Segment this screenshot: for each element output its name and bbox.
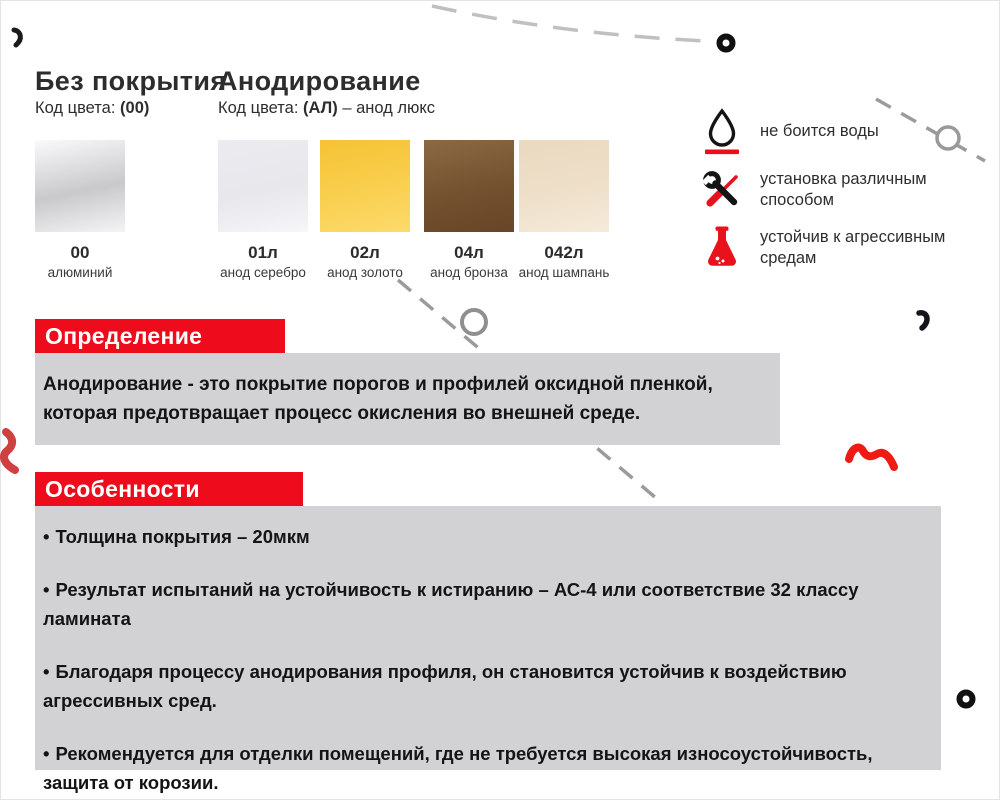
swatch-code: 02л [350,243,380,262]
bullet-item [43,739,919,797]
feature-water [700,106,975,156]
swatch-name: анод шампань [518,265,610,280]
no-coating-code-line [35,99,149,118]
bullet-text: Рекомендуется для отделки помещений, где не требуется высокая износоустойчивость, защита от корозии. [43,743,873,793]
definition-body-panel [35,353,780,445]
swatch-code: 01л [248,243,278,262]
feature-list [700,106,975,272]
code-value: (АЛ) [303,99,338,117]
features-section-header [35,472,303,506]
section-title: Определение [45,322,203,349]
color-chip-aluminium [35,140,125,232]
feature-resistant [700,224,975,272]
anodizing-title: Анодирование [218,66,421,96]
swatch-code: 04л [454,243,484,262]
bullet-marker: • [43,579,50,600]
code-label: Код цвета: [218,99,299,117]
no-coating-title: Без покрытия [35,66,227,96]
flask-icon [700,224,744,272]
swatch-name: анод золото [327,265,403,280]
bullet-marker: • [43,743,50,764]
bullet-item [43,575,919,633]
bullet-item [43,522,919,551]
swatch-code: 00 [70,243,90,262]
bullet-text: Результат испытаний на устойчивость к истиранию – АС-4 или соответствие 32 классу ламината [43,579,859,629]
section-title: Особенности [45,475,200,502]
water-drop-icon [700,106,744,156]
swatch-anod-bronze [417,140,521,280]
definition-section-header [35,319,285,353]
swatch-name: анод серебро [220,265,306,280]
swatch-anod-gold [313,140,417,280]
swatch-name: анод бронза [430,265,508,280]
feature-text: установка различным способом [760,170,927,209]
bullet-marker: • [43,661,50,682]
feature-install [700,169,975,211]
swatch-anod-silver [211,140,315,280]
bullet-text: Благодаря процессу анодирования профиля, он становится устойчив к воздействию агрессивных сред. [43,661,847,711]
code-suffix: – анод люкс [342,99,436,117]
code-label: Код цвета: [35,99,116,117]
bullet-item [43,657,919,715]
anodizing-code-line [218,99,435,118]
features-body-panel [35,506,941,793]
color-chip-anod-gold [320,140,410,232]
swatch-code: 042л [544,243,584,262]
bullet-text: Толщина покрытия – 20мкм [55,526,310,547]
bullet-marker: • [43,526,50,547]
swatch-name: алюминий [47,265,113,280]
swatch-anod-champagne [512,140,616,280]
color-chip-anod-champagne [519,140,609,232]
color-chip-anod-silver [218,140,308,232]
color-chip-anod-bronze [424,140,514,232]
tools-icon [700,169,744,211]
definition-text: Анодирование - это покрытие порогов и профилей оксидной пленкой, которая предотвращает процесс окисления во внешней среде. [43,374,713,424]
feature-text: устойчив к агрессивным средам [760,228,946,267]
feature-text: не боится воды [760,121,879,140]
swatch-aluminium [28,140,132,280]
code-value: (00) [120,99,150,117]
